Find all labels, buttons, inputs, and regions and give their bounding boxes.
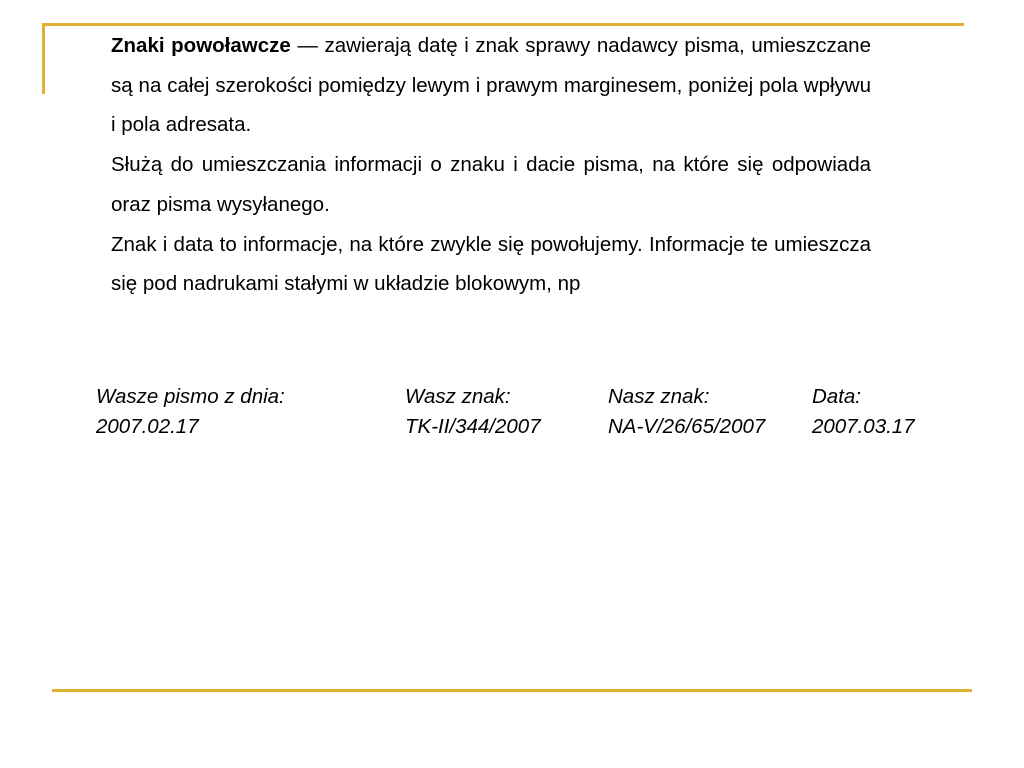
ref-label-wasze-pismo: Wasze pismo z dnia: [96, 385, 285, 408]
ref-column-wasze-pismo [96, 382, 285, 442]
term-znaki-powolawcze: Znaki powoławcze [111, 34, 291, 57]
ref-column-wasz-znak [405, 382, 541, 442]
bottom-rule [52, 689, 972, 692]
ref-value-data: 2007.03.17 [812, 415, 915, 438]
ref-column-nasz-znak [608, 382, 765, 442]
ref-value-wasze-pismo: 2007.02.17 [96, 415, 199, 438]
left-rule [42, 23, 45, 94]
ref-value-wasz-znak: TK-II/344/2007 [405, 415, 541, 438]
ref-label-wasz-znak: Wasz znak: [405, 385, 511, 408]
paragraph-2: Służą do umieszczania informacji o znaku i dacie pisma, na które się odpowiada oraz pisma wysyłanego. [111, 153, 871, 216]
ref-label-nasz-znak: Nasz znak: [608, 385, 710, 408]
body-text [111, 26, 871, 304]
paragraph-1 [111, 26, 871, 145]
ref-column-data [812, 382, 915, 442]
paragraph-1-text: — zawierają datę i znak sprawy nadawcy pisma, umieszczane są na całej szerokości pomiędzy lewym i prawym marginesem, poniżej pola wpływu i pola adresata. [111, 34, 871, 137]
paragraph-3: Znak i data to informacje, na które zwykle się powołujemy. Informacje te umieszcza się pod nadrukami stałymi w układzie blokowym, np [111, 232, 871, 296]
ref-value-nasz-znak: NA-V/26/65/2007 [608, 415, 766, 438]
ref-label-data: Data: [812, 385, 861, 408]
